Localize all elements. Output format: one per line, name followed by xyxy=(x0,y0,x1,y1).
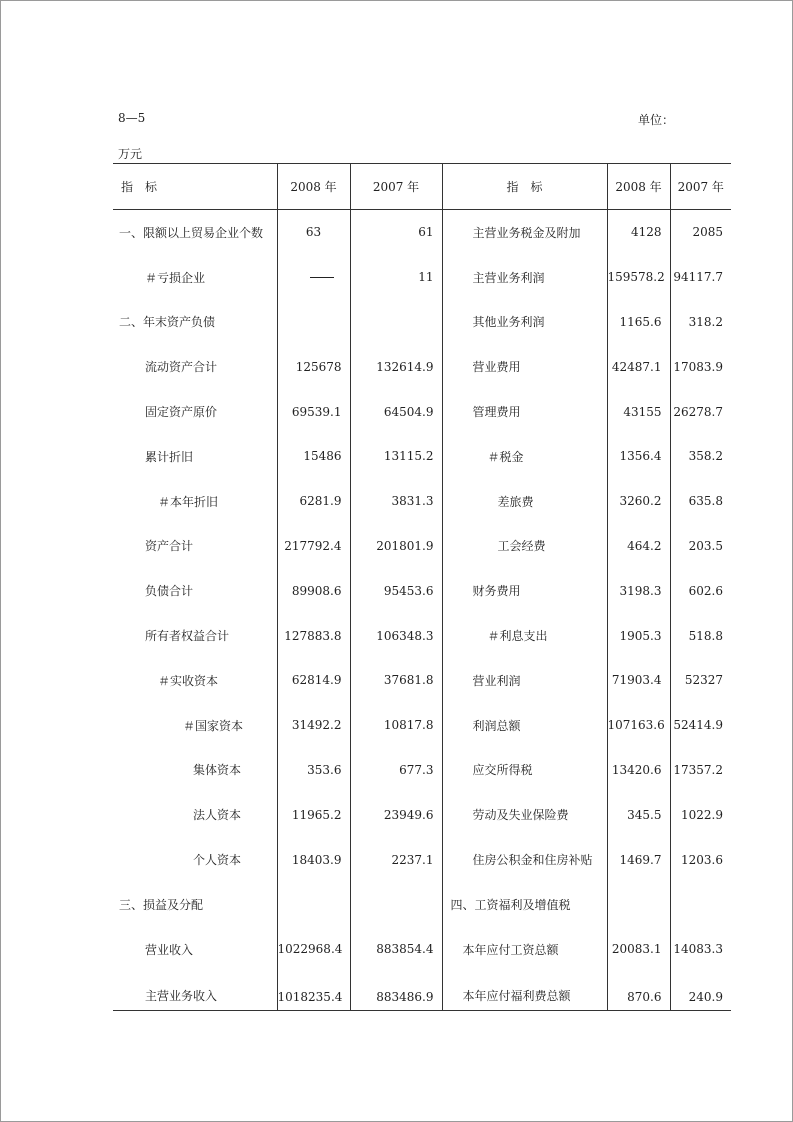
row-label: 主营业务利润 xyxy=(442,255,607,300)
value-2008: 11965.2 xyxy=(277,792,350,837)
value-2008 xyxy=(607,882,670,927)
value-2008: 127883.8 xyxy=(277,613,350,658)
value-2008: 125678 xyxy=(277,344,350,389)
value-2008: 15486 xyxy=(277,434,350,479)
value-2008: 1018235.4 xyxy=(277,972,350,1011)
value-2007 xyxy=(350,300,442,345)
value-2008: 89908.6 xyxy=(277,568,350,613)
value-2007: 201801.9 xyxy=(350,524,442,569)
value-2008: 69539.1 xyxy=(277,389,350,434)
row-label: 固定资产原价 xyxy=(145,405,218,420)
value-2008: 4128 xyxy=(607,210,670,255)
value-2007: 602.6 xyxy=(670,568,731,613)
row-label: 主营业务税金及附加 xyxy=(442,210,607,255)
table-row xyxy=(113,792,731,837)
table-row xyxy=(113,344,731,389)
value-2007: 132614.9 xyxy=(350,344,442,389)
row-label: 本年应付工资总额 xyxy=(442,927,607,972)
value-2007: 13115.2 xyxy=(350,434,442,479)
value-2007: 883854.4 xyxy=(350,927,442,972)
value-2008: 43155 xyxy=(607,389,670,434)
unit-value: 万元 xyxy=(118,147,143,161)
row-label: 劳动及失业保险费 xyxy=(442,792,607,837)
value-2008: 18403.9 xyxy=(277,837,350,882)
value-2008-dash xyxy=(277,255,350,300)
value-2007: 2237.1 xyxy=(350,837,442,882)
row-label: 应交所得税 xyxy=(442,748,607,793)
value-2007: 64504.9 xyxy=(350,389,442,434)
row-label: 营业费用 xyxy=(442,344,607,389)
value-2007: 61 xyxy=(350,210,442,255)
row-label: 一、限额以上贸易企业个数 xyxy=(119,225,264,240)
value-2008: 3260.2 xyxy=(607,479,670,524)
row-label: 工会经费 xyxy=(442,524,607,569)
value-2008: 63 xyxy=(277,210,350,255)
table-row xyxy=(113,927,731,972)
table-row xyxy=(113,255,731,300)
value-2007: 240.9 xyxy=(670,972,731,1011)
row-label: 累计折旧 xyxy=(145,449,194,464)
table-row xyxy=(113,210,731,255)
value-2007: 17083.9 xyxy=(670,344,731,389)
row-label: 集体资本 xyxy=(193,763,242,778)
unit-label: 单位： xyxy=(638,113,675,127)
row-label: 差旅费 xyxy=(442,479,607,524)
table-row xyxy=(113,434,731,479)
value-2007: 1203.6 xyxy=(670,837,731,882)
value-2008: 13420.6 xyxy=(607,748,670,793)
value-2007: 10817.8 xyxy=(350,703,442,748)
row-label: 住房公积金和住房补贴 xyxy=(442,837,607,882)
row-label: ＃税金 xyxy=(442,434,607,479)
value-2007: 635.8 xyxy=(670,479,731,524)
table-row xyxy=(113,479,731,524)
row-label: 营业利润 xyxy=(442,658,607,703)
value-2007: 11 xyxy=(350,255,442,300)
table-row xyxy=(113,568,731,613)
row-label: 所有者权益合计 xyxy=(145,629,230,644)
value-2008: 31492.2 xyxy=(277,703,350,748)
value-2007: 3831.3 xyxy=(350,479,442,524)
table-row xyxy=(113,837,731,882)
header-row xyxy=(113,164,731,210)
value-2007 xyxy=(350,882,442,927)
value-2008: 464.2 xyxy=(607,524,670,569)
value-2007: 358.2 xyxy=(670,434,731,479)
value-2008: 42487.1 xyxy=(607,344,670,389)
value-2007: 37681.8 xyxy=(350,658,442,703)
header-2007-right: 2007 年 xyxy=(670,164,731,210)
row-label: ＃实收资本 xyxy=(158,673,219,688)
section-label: 四、工资福利及增值税 xyxy=(442,882,607,927)
value-2007: 677.3 xyxy=(350,748,442,793)
value-2007: 106348.3 xyxy=(350,613,442,658)
value-2008: 6281.9 xyxy=(277,479,350,524)
value-2008: 1905.3 xyxy=(607,613,670,658)
table-code: 8—5 xyxy=(118,111,146,125)
value-2007: 318.2 xyxy=(670,300,731,345)
value-2007: 2085 xyxy=(670,210,731,255)
table-row xyxy=(113,748,731,793)
header-indicator-left: 指 标 xyxy=(113,164,277,210)
value-2007: 1022.9 xyxy=(670,792,731,837)
table-row xyxy=(113,882,731,927)
table-row xyxy=(113,389,731,434)
header-2007-left: 2007 年 xyxy=(350,164,442,210)
value-2008: 1022968.4 xyxy=(277,927,350,972)
row-label: ＃国家资本 xyxy=(183,718,244,733)
value-2007: 518.8 xyxy=(670,613,731,658)
table-row xyxy=(113,524,731,569)
value-2008 xyxy=(277,300,350,345)
header-2008-left: 2008 年 xyxy=(277,164,350,210)
table-row xyxy=(113,972,731,1011)
value-2008: 3198.3 xyxy=(607,568,670,613)
value-2008: 1469.7 xyxy=(607,837,670,882)
value-2008: 1165.6 xyxy=(607,300,670,345)
row-label: 财务费用 xyxy=(442,568,607,613)
row-label: 资产合计 xyxy=(145,539,194,554)
value-2008: 345.5 xyxy=(607,792,670,837)
dash-mark xyxy=(310,277,334,278)
section-label: 三、损益及分配 xyxy=(119,897,204,912)
value-2007: 14083.3 xyxy=(670,927,731,972)
value-2007 xyxy=(670,882,731,927)
header-indicator-right: 指 标 xyxy=(442,164,607,210)
table-row xyxy=(113,658,731,703)
value-2007: 95453.6 xyxy=(350,568,442,613)
table-row xyxy=(113,703,731,748)
row-label: ＃亏损企业 xyxy=(145,270,206,285)
table-row xyxy=(113,613,731,658)
row-label: 主营业务收入 xyxy=(113,972,277,1011)
value-2008: 62814.9 xyxy=(277,658,350,703)
value-2008: 20083.1 xyxy=(607,927,670,972)
value-2007: 52414.9 xyxy=(670,703,731,748)
value-2007: 94117.7 xyxy=(670,255,731,300)
row-label: 营业收入 xyxy=(145,942,194,957)
statistics-table xyxy=(113,163,731,1011)
table-row xyxy=(113,300,731,345)
value-2007: 52327 xyxy=(670,658,731,703)
row-label: 流动资产合计 xyxy=(145,360,218,375)
header-2008-right: 2008 年 xyxy=(607,164,670,210)
section-label: 二、年末资产负债 xyxy=(119,315,216,330)
row-label: 其他业务利润 xyxy=(442,300,607,345)
value-2008: 107163.6 xyxy=(607,703,670,748)
value-2007: 26278.7 xyxy=(670,389,731,434)
value-2008: 353.6 xyxy=(277,748,350,793)
row-label: 本年应付福利费总额 xyxy=(442,972,607,1011)
row-label: 利润总额 xyxy=(442,703,607,748)
value-2007: 23949.6 xyxy=(350,792,442,837)
value-2008 xyxy=(277,882,350,927)
row-label: ＃本年折旧 xyxy=(158,494,219,509)
value-2008: 217792.4 xyxy=(277,524,350,569)
row-label: 个人资本 xyxy=(193,853,242,868)
row-label: 负债合计 xyxy=(145,584,194,599)
row-label: ＃利息支出 xyxy=(442,613,607,658)
value-2008: 159578.2 xyxy=(607,255,670,300)
value-2008: 1356.4 xyxy=(607,434,670,479)
value-2007: 203.5 xyxy=(670,524,731,569)
value-2007: 17357.2 xyxy=(670,748,731,793)
row-label: 管理费用 xyxy=(442,389,607,434)
value-2008: 71903.4 xyxy=(607,658,670,703)
value-2007: 883486.9 xyxy=(350,972,442,1011)
value-2008: 870.6 xyxy=(607,972,670,1011)
row-label: 法人资本 xyxy=(193,808,242,823)
